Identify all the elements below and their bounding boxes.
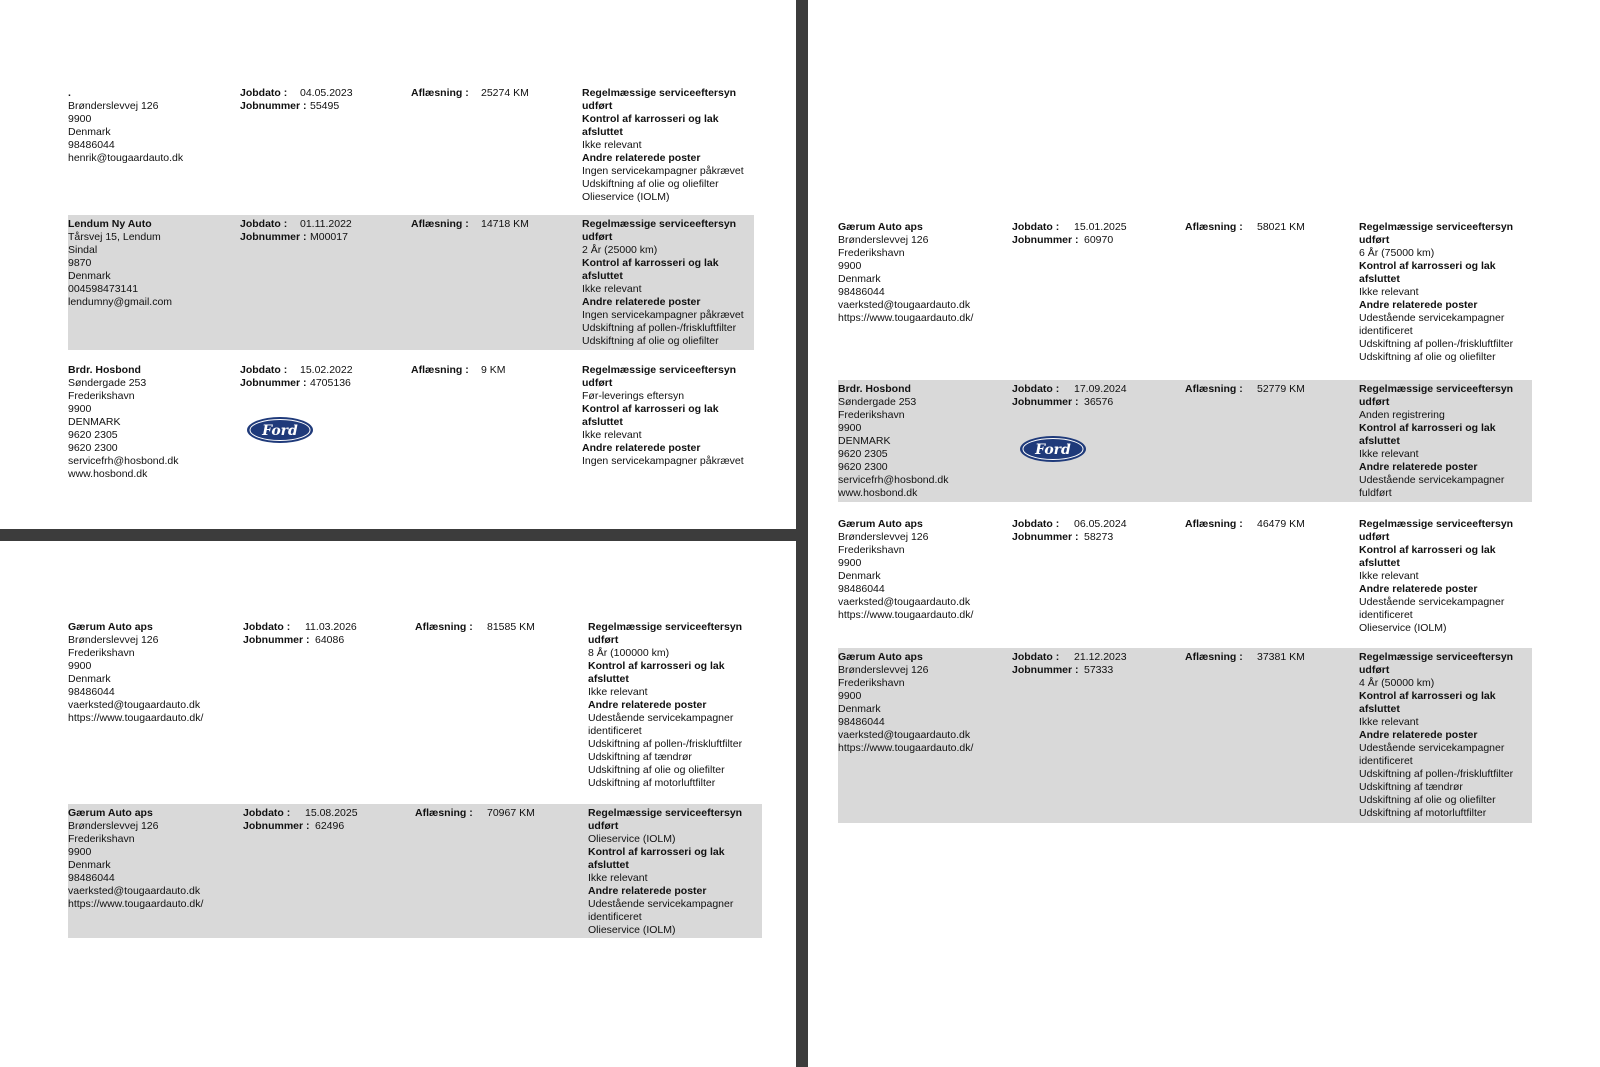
- jobnummer-row: [240, 377, 353, 390]
- service-line: udført: [1359, 234, 1390, 246]
- reading-column: [411, 87, 529, 100]
- service-line: 4 År (50000 km): [1359, 677, 1435, 689]
- jobnummer-label: Jobnummer :: [243, 820, 310, 832]
- service-line: Kontrol af karrosseri og lak: [588, 846, 725, 858]
- service-line: Udskiftning af olie og oliefilter: [582, 178, 719, 190]
- aflaesning-value: 52779 KM: [1257, 383, 1305, 395]
- jobdato-row: [240, 87, 353, 100]
- service-line: udført: [1359, 396, 1390, 408]
- aflaesning-row: [415, 807, 535, 820]
- dealer-name: Gærum Auto aps: [68, 621, 153, 633]
- service-line: Kontrol af karrosseri og lak: [582, 403, 719, 415]
- jobdato-label: Jobdato :: [240, 87, 288, 99]
- service-line: Regelmæssige serviceeftersyn: [1359, 221, 1514, 233]
- service-line: identificeret: [1359, 755, 1413, 767]
- svg-text:Ford: Ford: [262, 423, 298, 439]
- jobdato-value: 04.05.2023: [300, 87, 353, 99]
- jobnummer-value: 36576: [1084, 396, 1114, 408]
- dealer-address-line: Frederikshavn: [68, 647, 135, 659]
- dealer-address-line: Frederikshavn: [68, 390, 135, 402]
- dealer-address-line: DENMARK: [68, 416, 121, 428]
- service-line: Udestående servicekampagner: [1359, 312, 1505, 324]
- service-entry: [68, 804, 762, 938]
- dealer-column: [68, 87, 183, 165]
- jobdato-value: 15.08.2025: [305, 807, 358, 819]
- aflaesning-label: Aflæsning :: [415, 621, 473, 633]
- service-entry: [838, 515, 1532, 641]
- service-line: afsluttet: [582, 126, 623, 138]
- jobnummer-row: [243, 820, 358, 833]
- aflaesning-label: Aflæsning :: [1185, 221, 1243, 233]
- service-column: [588, 807, 742, 937]
- service-column: [1359, 221, 1513, 364]
- service-page-right: [808, 0, 1600, 1067]
- service-line: Ikke relevant: [1359, 286, 1419, 298]
- aflaesning-value: 58021 KM: [1257, 221, 1305, 233]
- dealer-address-line: 9870: [68, 257, 92, 269]
- aflaesning-row: [415, 621, 535, 634]
- service-column: [588, 621, 742, 790]
- dealer-address-line: servicefrh@hosbond.dk: [68, 455, 179, 467]
- dealer-column: [68, 807, 203, 911]
- dealer-address-line: www.hosbond.dk: [838, 487, 918, 499]
- ford-logo: [246, 416, 314, 448]
- service-line: Olieservice (IOLM): [1359, 622, 1447, 634]
- dealer-address-line: 98486044: [68, 686, 115, 698]
- aflaesning-row: [411, 218, 529, 231]
- horizontal-divider: [0, 529, 796, 541]
- aflaesning-label: Aflæsning :: [411, 218, 469, 230]
- service-line: Ingen servicekampagner påkrævet: [582, 165, 744, 177]
- reading-column: [411, 218, 529, 231]
- jobnummer-value: 60970: [1084, 234, 1114, 246]
- jobdato-label: Jobdato :: [1012, 518, 1060, 530]
- service-line: Andre relaterede poster: [1359, 583, 1478, 595]
- jobnummer-label: Jobnummer :: [1012, 396, 1079, 408]
- service-line: Ikke relevant: [1359, 448, 1419, 460]
- service-line: Ikke relevant: [582, 139, 642, 151]
- dealer-address-line: 9900: [68, 660, 92, 672]
- service-line: Udestående servicekampagner: [1359, 596, 1505, 608]
- jobnummer-label: Jobnummer :: [1012, 234, 1079, 246]
- jobnummer-row: [243, 634, 357, 647]
- service-column: [1359, 651, 1513, 820]
- service-line: afsluttet: [588, 673, 629, 685]
- jobnummer-label: Jobnummer :: [1012, 531, 1079, 543]
- jobdato-label: Jobdato :: [243, 621, 291, 633]
- service-line: Ikke relevant: [1359, 716, 1419, 728]
- service-line: Andre relaterede poster: [588, 885, 707, 897]
- aflaesning-row: [411, 87, 529, 100]
- service-line: Udskiftning af pollen-/friskluftfilter: [1359, 338, 1514, 350]
- aflaesning-value: 81585 KM: [487, 621, 535, 633]
- dealer-address-line: 9900: [838, 260, 862, 272]
- dealer-address-line: Brønderslevvej 126: [68, 100, 159, 112]
- reading-column: [411, 364, 506, 377]
- aflaesning-row: [1185, 221, 1305, 234]
- service-line: Andre relaterede poster: [588, 699, 707, 711]
- service-line: Andre relaterede poster: [582, 296, 701, 308]
- aflaesning-label: Aflæsning :: [1185, 383, 1243, 395]
- dealer-address-line: 9620 2300: [838, 461, 888, 473]
- service-line: Andre relaterede poster: [582, 152, 701, 164]
- service-line: Før-leverings eftersyn: [582, 390, 685, 402]
- service-line: Olieservice (IOLM): [588, 833, 676, 845]
- aflaesning-row: [1185, 518, 1305, 531]
- dealer-column: [68, 218, 172, 309]
- aflaesning-label: Aflæsning :: [411, 364, 469, 376]
- service-line: Regelmæssige serviceeftersyn: [588, 621, 743, 633]
- aflaesning-value: 37381 KM: [1257, 651, 1305, 663]
- jobdato-row: [240, 218, 352, 231]
- aflaesning-row: [411, 364, 506, 377]
- service-line: Udskiftning af pollen-/friskluftfilter: [588, 738, 743, 750]
- jobdato-value: 17.09.2024: [1074, 383, 1127, 395]
- jobnummer-value: 55495: [310, 100, 340, 112]
- service-entry: [68, 618, 762, 798]
- aflaesning-label: Aflæsning :: [411, 87, 469, 99]
- dealer-address-line: Denmark: [68, 270, 111, 282]
- service-line: Regelmæssige serviceeftersyn: [582, 87, 737, 99]
- dealer-name: Lendum Ny Auto: [68, 218, 152, 230]
- service-line: Olieservice (IOLM): [588, 924, 676, 936]
- service-line: Ikke relevant: [582, 283, 642, 295]
- service-line: afsluttet: [582, 270, 623, 282]
- service-line: Ikke relevant: [588, 872, 648, 884]
- dealer-address-line: Tårsvej 15, Lendum: [68, 231, 161, 243]
- service-line: 6 År (75000 km): [1359, 247, 1435, 259]
- jobnummer-value: 4705136: [310, 377, 351, 389]
- jobdato-value: 15.01.2025: [1074, 221, 1127, 233]
- service-line: Kontrol af karrosseri og lak: [1359, 422, 1496, 434]
- jobdato-label: Jobdato :: [243, 807, 291, 819]
- service-line: Kontrol af karrosseri og lak: [1359, 260, 1496, 272]
- aflaesning-label: Aflæsning :: [1185, 518, 1243, 530]
- service-line: Regelmæssige serviceeftersyn: [1359, 518, 1514, 530]
- service-line: identificeret: [1359, 325, 1413, 337]
- dealer-address-line: Søndergade 253: [838, 396, 917, 408]
- service-line: afsluttet: [1359, 557, 1400, 569]
- job-column: [1012, 221, 1127, 247]
- service-line: Udskiftning af olie og oliefilter: [582, 335, 719, 347]
- jobnummer-label: Jobnummer :: [240, 377, 307, 389]
- jobnummer-label: Jobnummer :: [1012, 664, 1079, 676]
- dealer-address-line: https://www.tougaardauto.dk/: [68, 712, 204, 724]
- service-line: Kontrol af karrosseri og lak: [588, 660, 725, 672]
- service-line: 2 År (25000 km): [582, 244, 658, 256]
- jobdato-label: Jobdato :: [1012, 221, 1060, 233]
- dealer-column: [838, 651, 973, 755]
- dealer-address-line: Denmark: [68, 673, 111, 685]
- dealer-address-line: Brønderslevvej 126: [68, 820, 159, 832]
- service-line: identificeret: [588, 911, 642, 923]
- service-line: udført: [582, 377, 613, 389]
- dealer-column: [68, 621, 203, 725]
- reading-column: [1185, 221, 1305, 234]
- service-line: Andre relaterede poster: [1359, 461, 1478, 473]
- dealer-address-line: 9620 2300: [68, 442, 118, 454]
- job-column: [240, 364, 353, 439]
- jobnummer-row: [240, 231, 352, 244]
- dealer-address-line: https://www.tougaardauto.dk/: [68, 898, 204, 910]
- service-column: [582, 218, 744, 348]
- service-line: Regelmæssige serviceeftersyn: [582, 218, 737, 230]
- jobnummer-label: Jobnummer :: [240, 231, 307, 243]
- reading-column: [1185, 383, 1305, 396]
- jobdato-value: 15.02.2022: [300, 364, 353, 376]
- jobdato-label: Jobdato :: [1012, 651, 1060, 663]
- service-line: Kontrol af karrosseri og lak: [1359, 690, 1496, 702]
- jobnummer-row: [1012, 664, 1127, 677]
- dealer-address-line: servicefrh@hosbond.dk: [838, 474, 949, 486]
- service-entry: [838, 648, 1532, 823]
- dealer-name: Gærum Auto aps: [838, 518, 923, 530]
- service-line: Kontrol af karrosseri og lak: [582, 257, 719, 269]
- service-line: Andre relaterede poster: [1359, 299, 1478, 311]
- dealer-column: [68, 364, 178, 481]
- aflaesning-value: 14718 KM: [481, 218, 529, 230]
- service-line: Ingen servicekampagner påkrævet: [582, 455, 744, 467]
- reading-column: [415, 807, 535, 820]
- service-line: Anden registrering: [1359, 409, 1445, 421]
- jobdato-row: [243, 807, 358, 820]
- service-line: Udskiftning af tændrør: [1359, 781, 1463, 793]
- job-column: [1012, 383, 1127, 458]
- service-line: Regelmæssige serviceeftersyn: [582, 364, 737, 376]
- dealer-address-line: vaerksted@tougaardauto.dk: [838, 729, 971, 741]
- dealer-address-line: 9900: [68, 113, 92, 125]
- service-column: [1359, 518, 1513, 635]
- service-line: afsluttet: [1359, 435, 1400, 447]
- reading-column: [415, 621, 535, 634]
- dealer-address-line: Denmark: [838, 570, 881, 582]
- service-line: Udestående servicekampagner: [1359, 742, 1505, 754]
- dealer-address-line: 9900: [838, 422, 862, 434]
- service-line: udført: [1359, 531, 1390, 543]
- dealer-address-line: Sindal: [68, 244, 98, 256]
- service-line: Udskiftning af olie og oliefilter: [588, 764, 725, 776]
- service-line: identificeret: [588, 725, 642, 737]
- service-line: Udestående servicekampagner: [588, 712, 734, 724]
- service-line: udført: [1359, 664, 1390, 676]
- ford-logo: [1019, 435, 1087, 467]
- dealer-name: Brdr. Hosbond: [68, 364, 141, 376]
- dealer-column: [838, 383, 948, 500]
- dealer-address-line: Brønderslevvej 126: [838, 531, 929, 543]
- service-line: Udestående servicekampagner: [1359, 474, 1505, 486]
- job-column: [243, 621, 357, 647]
- dealer-address-line: Søndergade 253: [68, 377, 147, 389]
- service-line: Ikke relevant: [588, 686, 648, 698]
- aflaesning-row: [1185, 651, 1305, 664]
- service-line: Regelmæssige serviceeftersyn: [588, 807, 743, 819]
- jobdato-row: [1012, 518, 1127, 531]
- job-column: [240, 87, 353, 113]
- reading-column: [1185, 518, 1305, 531]
- jobdato-value: 06.05.2024: [1074, 518, 1127, 530]
- dealer-address-line: 98486044: [838, 286, 885, 298]
- jobdato-row: [243, 621, 357, 634]
- dealer-name: Gærum Auto aps: [68, 807, 153, 819]
- service-line: udført: [588, 634, 619, 646]
- service-entry: [838, 380, 1532, 502]
- service-line: Regelmæssige serviceeftersyn: [1359, 651, 1514, 663]
- job-column: [240, 218, 352, 244]
- aflaesning-row: [1185, 383, 1305, 396]
- dealer-address-line: lendumny@gmail.com: [68, 296, 173, 308]
- jobnummer-row: [1012, 531, 1127, 544]
- service-line: udført: [588, 820, 619, 832]
- dealer-address-line: https://www.tougaardauto.dk/: [838, 312, 974, 324]
- jobdato-label: Jobdato :: [1012, 383, 1060, 395]
- jobdato-row: [1012, 651, 1127, 664]
- jobnummer-row: [240, 100, 353, 113]
- dealer-address-line: Denmark: [68, 126, 111, 138]
- service-line: fuldført: [1359, 487, 1392, 499]
- dealer-address-line: vaerksted@tougaardauto.dk: [68, 699, 201, 711]
- dealer-address-line: https://www.tougaardauto.dk/: [838, 609, 974, 621]
- jobnummer-row: [1012, 396, 1127, 409]
- jobdato-value: 21.12.2023: [1074, 651, 1127, 663]
- service-line: Udskiftning af olie og oliefilter: [1359, 351, 1496, 363]
- jobdato-label: Jobdato :: [240, 364, 288, 376]
- aflaesning-value: 25274 KM: [481, 87, 529, 99]
- jobdato-row: [240, 364, 353, 377]
- dealer-address-line: Frederikshavn: [68, 833, 135, 845]
- dealer-column: [838, 518, 973, 622]
- reading-column: [1185, 651, 1305, 664]
- service-line: Ikke relevant: [582, 429, 642, 441]
- jobnummer-value: 62496: [315, 820, 345, 832]
- dealer-address-line: vaerksted@tougaardauto.dk: [838, 596, 971, 608]
- dealer-address-line: 9900: [68, 403, 92, 415]
- service-entry: [68, 215, 754, 350]
- vertical-divider: [796, 0, 808, 1067]
- dealer-address-line: 004598473141: [68, 283, 139, 295]
- dealer-address-line: Frederikshavn: [838, 544, 905, 556]
- service-line: Udskiftning af tændrør: [588, 751, 692, 763]
- aflaesning-value: 9 KM: [481, 364, 506, 376]
- jobnummer-label: Jobnummer :: [243, 634, 310, 646]
- service-line: udført: [582, 231, 613, 243]
- service-entry: [68, 361, 754, 483]
- service-entry: [68, 84, 754, 212]
- service-line: Udskiftning af motorluftfilter: [1359, 807, 1487, 819]
- dealer-address-line: 9620 2305: [838, 448, 888, 460]
- dealer-address-line: Frederikshavn: [838, 409, 905, 421]
- jobdato-label: Jobdato :: [240, 218, 288, 230]
- jobnummer-value: 57333: [1084, 664, 1114, 676]
- dealer-address-line: 98486044: [68, 872, 115, 884]
- jobdato-value: 01.11.2022: [300, 218, 352, 230]
- service-line: Kontrol af karrosseri og lak: [1359, 544, 1496, 556]
- service-line: Olieservice (IOLM): [582, 191, 670, 203]
- dealer-address-line: 9900: [838, 690, 862, 702]
- service-line: afsluttet: [1359, 703, 1400, 715]
- dealer-address-line: 9620 2305: [68, 429, 118, 441]
- dealer-address-line: vaerksted@tougaardauto.dk: [68, 885, 201, 897]
- dealer-address-line: https://www.tougaardauto.dk/: [838, 742, 974, 754]
- dealer-name: Brdr. Hosbond: [838, 383, 911, 395]
- job-column: [1012, 518, 1127, 544]
- service-page-bottom-left: [0, 541, 796, 1067]
- job-column: [243, 807, 358, 833]
- jobnummer-row: [1012, 234, 1127, 247]
- job-column: [1012, 651, 1127, 677]
- service-line: Andre relaterede poster: [582, 442, 701, 454]
- service-line: Udskiftning af motorluftfilter: [588, 777, 716, 789]
- service-line: afsluttet: [588, 859, 629, 871]
- jobdato-value: 11.03.2026: [305, 621, 357, 633]
- service-line: Ingen servicekampagner påkrævet: [582, 309, 744, 321]
- service-line: Udskiftning af olie og oliefilter: [1359, 794, 1496, 806]
- dealer-address-line: DENMARK: [838, 435, 891, 447]
- jobnummer-value: 58273: [1084, 531, 1114, 543]
- jobdato-row: [1012, 383, 1127, 396]
- dealer-address-line: 98486044: [838, 716, 885, 728]
- dealer-address-line: 9900: [838, 557, 862, 569]
- jobdato-row: [1012, 221, 1127, 234]
- dealer-address-line: Denmark: [838, 273, 881, 285]
- dealer-address-line: Frederikshavn: [838, 677, 905, 689]
- dealer-address-line: henrik@tougaardauto.dk: [68, 152, 184, 164]
- dealer-address-line: www.hosbond.dk: [68, 468, 148, 480]
- service-line: Udskiftning af pollen-/friskluftfilter: [582, 322, 737, 334]
- service-line: Regelmæssige serviceeftersyn: [1359, 383, 1514, 395]
- service-column: [582, 87, 744, 204]
- aflaesning-label: Aflæsning :: [1185, 651, 1243, 663]
- service-line: 8 År (100000 km): [588, 647, 670, 659]
- aflaesning-label: Aflæsning :: [415, 807, 473, 819]
- service-line: Andre relaterede poster: [1359, 729, 1478, 741]
- dealer-name: Gærum Auto aps: [838, 221, 923, 233]
- dealer-address-line: Brønderslevvej 126: [838, 234, 929, 246]
- dealer-address-line: 9900: [68, 846, 92, 858]
- service-column: [582, 364, 744, 468]
- service-line: afsluttet: [1359, 273, 1400, 285]
- service-line: Udskiftning af pollen-/friskluftfilter: [1359, 768, 1514, 780]
- jobnummer-label: Jobnummer :: [240, 100, 307, 112]
- aflaesning-value: 70967 KM: [487, 807, 535, 819]
- svg-text:Ford: Ford: [1035, 442, 1071, 458]
- dealer-address-line: 98486044: [838, 583, 885, 595]
- service-line: identificeret: [1359, 609, 1413, 621]
- service-entry: [838, 218, 1532, 368]
- dealer-address-line: Denmark: [68, 859, 111, 871]
- dealer-name: Gærum Auto aps: [838, 651, 923, 663]
- service-line: Ikke relevant: [1359, 570, 1419, 582]
- dealer-column: [838, 221, 973, 325]
- service-page-top-left: [0, 0, 796, 529]
- dealer-address-line: vaerksted@tougaardauto.dk: [838, 299, 971, 311]
- service-line: udført: [582, 100, 613, 112]
- service-line: afsluttet: [582, 416, 623, 428]
- service-line: Kontrol af karrosseri og lak: [582, 113, 719, 125]
- aflaesning-value: 46479 KM: [1257, 518, 1305, 530]
- jobnummer-value: 64086: [315, 634, 345, 646]
- dealer-address-line: Denmark: [838, 703, 881, 715]
- dealer-address-line: Frederikshavn: [838, 247, 905, 259]
- dealer-name: .: [68, 87, 71, 99]
- service-line: Udestående servicekampagner: [588, 898, 734, 910]
- dealer-address-line: 98486044: [68, 139, 115, 151]
- dealer-address-line: Brønderslevvej 126: [68, 634, 159, 646]
- jobnummer-value: M00017: [310, 231, 348, 243]
- service-column: [1359, 383, 1513, 500]
- dealer-address-line: Brønderslevvej 126: [838, 664, 929, 676]
